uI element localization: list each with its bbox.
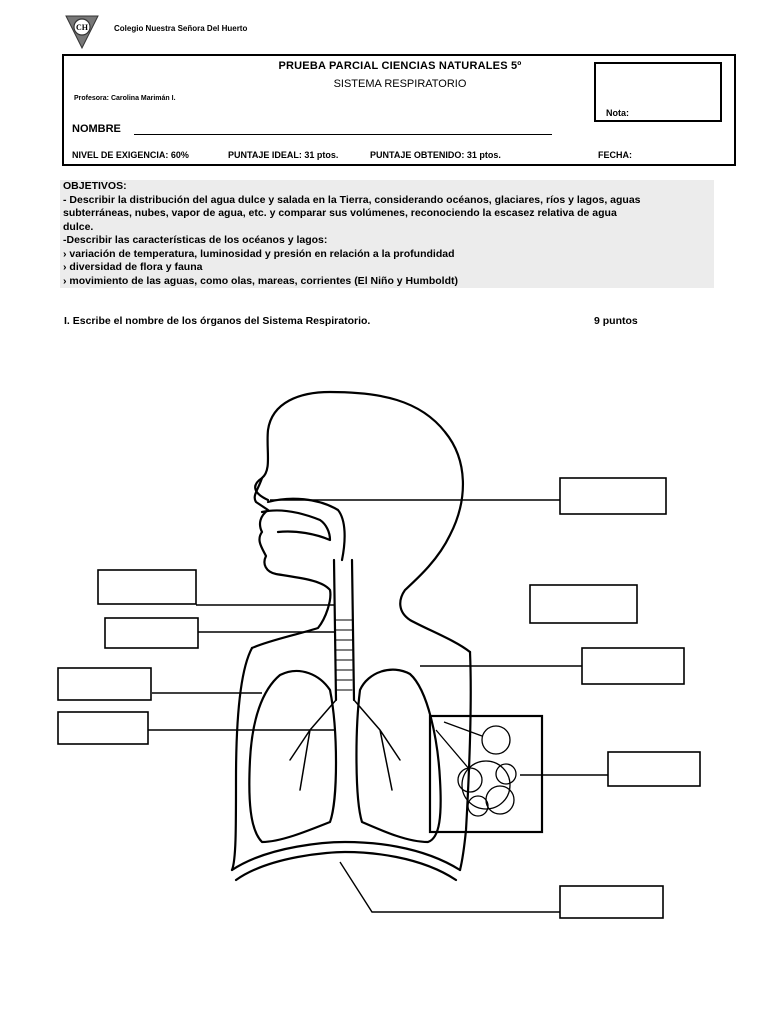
label-lines [148,500,608,912]
svg-text:CH: CH [76,23,88,32]
trachea-rings [336,620,352,690]
question-points: 9 puntos [594,315,638,327]
name-label: NOMBRE [72,123,121,135]
alveoli-inset [430,716,542,832]
objective-line: › variación de temperatura, luminosidad y presión en relación a la profundidad [63,247,455,260]
teacher-name: Profesora: Carolina Marimán I. [74,95,176,102]
answer-box-diaphragm[interactable] [560,886,663,918]
answer-box-nasal-cavity[interactable] [560,478,666,514]
objectives-title: OBJETIVOS: [63,180,127,192]
objective-line: subterráneas, nubes, vapor de agua, etc. y comparar sus volúmenes, reconociendo la escasez relativa de agua [63,207,617,219]
answer-box-bronchi[interactable] [58,712,148,744]
question-text: I. Escribe el nombre de los órganos del Sistema Respiratorio. [64,315,371,327]
objectives-section [63,180,713,288]
obtained-score: PUNTAJE OBTENIDO: 31 ptos. [370,150,501,160]
exigency-level: NIVEL DE EXIGENCIA: 60% [72,150,189,160]
answer-box-alveoli[interactable] [608,752,700,786]
head-outline [255,392,470,652]
mouth-cavity [262,510,330,540]
objective-line: › movimiento de las aguas, como olas, mareas, corrientes (El Niño y Humboldt) [63,274,459,287]
answer-box-lung[interactable] [58,668,151,700]
bronchi [290,700,400,790]
face-outline [252,478,330,648]
objective-line: -Describir las características de los océanos y lagos: [63,234,328,246]
date-label: FECHA: [598,150,632,160]
right-lung [356,670,440,842]
school-logo-icon [64,14,100,50]
ideal-score: PUNTAJE IDEAL: 31 ptos. [228,150,339,160]
grade-label: Nota: [606,108,629,118]
answer-box-pharynx[interactable] [98,570,196,604]
name-input-line[interactable] [134,134,552,135]
nasal-cavity [268,499,345,560]
objective-line: - Describir la distribución del agua dulce y salada en la Tierra, considerando océanos, glaciares, ríos y lagos, aguas [63,193,641,206]
objective-line: dulce. [63,220,94,233]
answer-box-trachea[interactable] [582,648,684,684]
objective-line: › diversidad de flora y fauna [63,261,203,273]
test-subtitle: SISTEMA RESPIRATORIO [333,78,467,90]
school-name: Colegio Nuestra Señora Del Huerto [114,24,248,33]
answer-box-larynx[interactable] [105,618,198,648]
test-title: PRUEBA PARCIAL CIENCIAS NATURALES 5º [278,60,522,72]
answer-box-mouth[interactable] [530,585,637,623]
respiratory-system-diagram [0,340,768,1000]
